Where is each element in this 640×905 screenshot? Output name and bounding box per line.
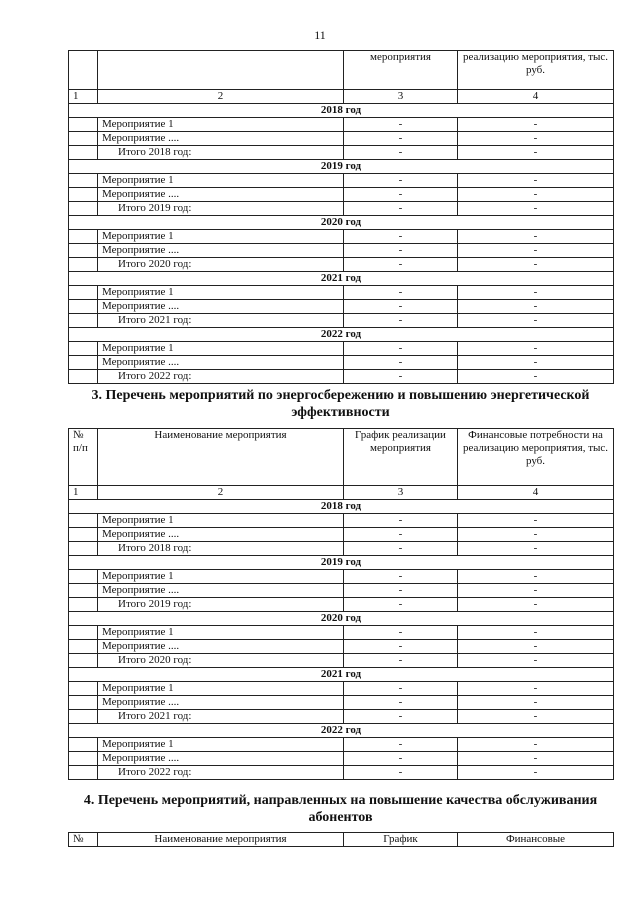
- schedule-value: -: [344, 188, 458, 202]
- header-name: Наименование мероприятия: [98, 429, 344, 486]
- schedule-value: -: [344, 314, 458, 328]
- table-row: [69, 682, 614, 696]
- schedule-value: -: [344, 598, 458, 612]
- financing-value: -: [458, 258, 614, 272]
- schedule-value: -: [344, 570, 458, 584]
- financing-value: -: [458, 710, 614, 724]
- total-label: Итого 2018 год:: [98, 146, 344, 160]
- measure-name: Мероприятие ....: [98, 300, 344, 314]
- row-number: [69, 286, 98, 300]
- schedule-value: -: [344, 626, 458, 640]
- year-row: [69, 272, 614, 286]
- table-row: [69, 230, 614, 244]
- table-row: [69, 132, 614, 146]
- financing-value: -: [458, 300, 614, 314]
- measure-name: Мероприятие 1: [98, 230, 344, 244]
- header-financing: Финансовые потребности на реализацию мероприятия, тыс. руб.: [458, 429, 614, 486]
- table-row: [69, 342, 614, 356]
- col-number: 3: [344, 486, 458, 500]
- schedule-value: -: [344, 584, 458, 598]
- table-row: [69, 640, 614, 654]
- total-row: [69, 314, 614, 328]
- total-row: [69, 766, 614, 780]
- total-row: [69, 258, 614, 272]
- financing-value: -: [458, 598, 614, 612]
- row-number: [69, 570, 98, 584]
- row-number: [69, 710, 98, 724]
- measure-name: Мероприятие ....: [98, 752, 344, 766]
- financing-value: -: [458, 146, 614, 160]
- table-row: [69, 118, 614, 132]
- schedule-value: -: [344, 356, 458, 370]
- row-number: [69, 626, 98, 640]
- col-number: 1: [69, 90, 98, 104]
- table-row: [69, 584, 614, 598]
- financing-value: -: [458, 640, 614, 654]
- measure-name: Мероприятие ....: [98, 356, 344, 370]
- schedule-value: -: [344, 696, 458, 710]
- financing-value: -: [458, 584, 614, 598]
- header-financing: реализацию мероприятия, тыс. руб.: [458, 51, 614, 90]
- header-financing: Финансовые: [458, 833, 614, 847]
- row-number: [69, 174, 98, 188]
- year-heading: 2020 год: [69, 216, 614, 230]
- section-3-table: [68, 428, 614, 780]
- schedule-value: -: [344, 640, 458, 654]
- financing-value: -: [458, 286, 614, 300]
- total-row: [69, 202, 614, 216]
- schedule-value: -: [344, 370, 458, 384]
- financing-value: -: [458, 766, 614, 780]
- total-label: Итого 2021 год:: [98, 710, 344, 724]
- row-number: [69, 370, 98, 384]
- measure-name: Мероприятие 1: [98, 682, 344, 696]
- year-row: [69, 216, 614, 230]
- total-row: [69, 710, 614, 724]
- measure-name: Мероприятие 1: [98, 174, 344, 188]
- row-number: [69, 356, 98, 370]
- row-number: [69, 598, 98, 612]
- measure-name: Мероприятие ....: [98, 584, 344, 598]
- schedule-value: -: [344, 738, 458, 752]
- measure-name: Мероприятие ....: [98, 528, 344, 542]
- table-row: [69, 626, 614, 640]
- financing-value: -: [458, 752, 614, 766]
- column-number-row: [69, 90, 614, 104]
- total-label: Итого 2021 год:: [98, 314, 344, 328]
- financing-value: -: [458, 514, 614, 528]
- financing-value: -: [458, 188, 614, 202]
- financing-value: -: [458, 342, 614, 356]
- total-label: Итого 2022 год:: [98, 766, 344, 780]
- col-number: 1: [69, 486, 98, 500]
- row-number: [69, 258, 98, 272]
- financing-value: -: [458, 654, 614, 668]
- top-table: [68, 50, 614, 384]
- financing-value: -: [458, 542, 614, 556]
- measure-name: Мероприятие ....: [98, 640, 344, 654]
- measure-name: Мероприятие ....: [98, 244, 344, 258]
- year-row: [69, 724, 614, 738]
- total-label: Итого 2020 год:: [98, 654, 344, 668]
- col-number: 4: [458, 90, 614, 104]
- total-row: [69, 598, 614, 612]
- total-row: [69, 146, 614, 160]
- schedule-value: -: [344, 132, 458, 146]
- measure-name: Мероприятие 1: [98, 118, 344, 132]
- header-cell-2: [98, 51, 344, 90]
- financing-value: -: [458, 244, 614, 258]
- row-number: [69, 342, 98, 356]
- schedule-value: -: [344, 174, 458, 188]
- financing-value: -: [458, 570, 614, 584]
- row-number: [69, 314, 98, 328]
- table-row: [69, 244, 614, 258]
- measure-name: Мероприятие 1: [98, 738, 344, 752]
- schedule-value: -: [344, 230, 458, 244]
- row-number: [69, 584, 98, 598]
- table-row: [69, 356, 614, 370]
- total-row: [69, 542, 614, 556]
- financing-value: -: [458, 174, 614, 188]
- year-row: [69, 556, 614, 570]
- row-number: [69, 230, 98, 244]
- year-heading: 2018 год: [69, 104, 614, 118]
- total-label: Итого 2020 год:: [98, 258, 344, 272]
- financing-value: -: [458, 738, 614, 752]
- row-number: [69, 654, 98, 668]
- schedule-value: -: [344, 542, 458, 556]
- schedule-value: -: [344, 514, 458, 528]
- table-row: [69, 528, 614, 542]
- measure-name: Мероприятие ....: [98, 188, 344, 202]
- financing-value: -: [458, 626, 614, 640]
- year-row: [69, 104, 614, 118]
- section-3-title: 3. Перечень мероприятий по энергосбережению и повышению энергетической эффективности: [91, 388, 590, 420]
- table-row: [69, 752, 614, 766]
- year-row: [69, 668, 614, 682]
- table-row: [69, 174, 614, 188]
- schedule-value: -: [344, 752, 458, 766]
- year-heading: 2022 год: [69, 328, 614, 342]
- row-number: [69, 146, 98, 160]
- measure-name: Мероприятие ....: [98, 696, 344, 710]
- year-row: [69, 160, 614, 174]
- schedule-value: -: [344, 528, 458, 542]
- schedule-value: -: [344, 118, 458, 132]
- row-number: [69, 738, 98, 752]
- row-number: [69, 514, 98, 528]
- schedule-value: -: [344, 682, 458, 696]
- year-heading: 2019 год: [69, 160, 614, 174]
- header-cell-1: [69, 51, 98, 90]
- schedule-value: -: [344, 258, 458, 272]
- measure-name: Мероприятие 1: [98, 570, 344, 584]
- year-row: [69, 500, 614, 514]
- row-number: [69, 244, 98, 258]
- row-number: [69, 202, 98, 216]
- year-heading: 2022 год: [69, 724, 614, 738]
- table-row: [69, 696, 614, 710]
- schedule-value: -: [344, 766, 458, 780]
- row-number: [69, 640, 98, 654]
- col-number: 2: [98, 486, 344, 500]
- schedule-value: -: [344, 146, 458, 160]
- total-label: Итого 2018 год:: [98, 542, 344, 556]
- row-number: [69, 118, 98, 132]
- row-number: [69, 188, 98, 202]
- header-name: Наименование мероприятия: [98, 833, 344, 847]
- year-heading: 2018 год: [69, 500, 614, 514]
- header-number: №: [69, 833, 98, 847]
- financing-value: -: [458, 356, 614, 370]
- row-number: [69, 300, 98, 314]
- measure-name: Мероприятие ....: [98, 132, 344, 146]
- row-number: [69, 752, 98, 766]
- table-row: [69, 188, 614, 202]
- total-row: [69, 370, 614, 384]
- row-number: [69, 766, 98, 780]
- col-number: 3: [344, 90, 458, 104]
- year-row: [69, 612, 614, 626]
- row-number: [69, 132, 98, 146]
- financing-value: -: [458, 202, 614, 216]
- page-number: 11: [314, 28, 326, 42]
- financing-value: -: [458, 314, 614, 328]
- schedule-value: -: [344, 244, 458, 258]
- total-label: Итого 2019 год:: [98, 598, 344, 612]
- row-number: [69, 542, 98, 556]
- year-heading: 2021 год: [69, 272, 614, 286]
- financing-value: -: [458, 118, 614, 132]
- measure-name: Мероприятие 1: [98, 514, 344, 528]
- table-row: [69, 570, 614, 584]
- col-number: 4: [458, 486, 614, 500]
- year-heading: 2021 год: [69, 668, 614, 682]
- financing-value: -: [458, 696, 614, 710]
- financing-value: -: [458, 132, 614, 146]
- schedule-value: -: [344, 202, 458, 216]
- header-schedule: График: [344, 833, 458, 847]
- financing-value: -: [458, 230, 614, 244]
- year-row: [69, 328, 614, 342]
- header-schedule: мероприятия: [344, 51, 458, 90]
- total-row: [69, 654, 614, 668]
- schedule-value: -: [344, 710, 458, 724]
- table-row: [69, 738, 614, 752]
- row-number: [69, 696, 98, 710]
- measure-name: Мероприятие 1: [98, 626, 344, 640]
- section-4-table: [68, 832, 614, 847]
- measure-name: Мероприятие 1: [98, 286, 344, 300]
- schedule-value: -: [344, 342, 458, 356]
- measure-name: Мероприятие 1: [98, 342, 344, 356]
- header-schedule: График реализации мероприятия: [344, 429, 458, 486]
- row-number: [69, 682, 98, 696]
- table-row: [69, 514, 614, 528]
- section-4-title: 4. Перечень мероприятий, направленных на повышение качества обслуживания абонентов: [83, 793, 598, 825]
- schedule-value: -: [344, 300, 458, 314]
- table-row: [69, 300, 614, 314]
- financing-value: -: [458, 528, 614, 542]
- year-heading: 2019 год: [69, 556, 614, 570]
- year-heading: 2020 год: [69, 612, 614, 626]
- total-label: Итого 2019 год:: [98, 202, 344, 216]
- table-row: [69, 286, 614, 300]
- total-label: Итого 2022 год:: [98, 370, 344, 384]
- col-number: 2: [98, 90, 344, 104]
- financing-value: -: [458, 370, 614, 384]
- header-number: № п/п: [69, 429, 98, 486]
- row-number: [69, 528, 98, 542]
- column-number-row: [69, 486, 614, 500]
- schedule-value: -: [344, 286, 458, 300]
- schedule-value: -: [344, 654, 458, 668]
- financing-value: -: [458, 682, 614, 696]
